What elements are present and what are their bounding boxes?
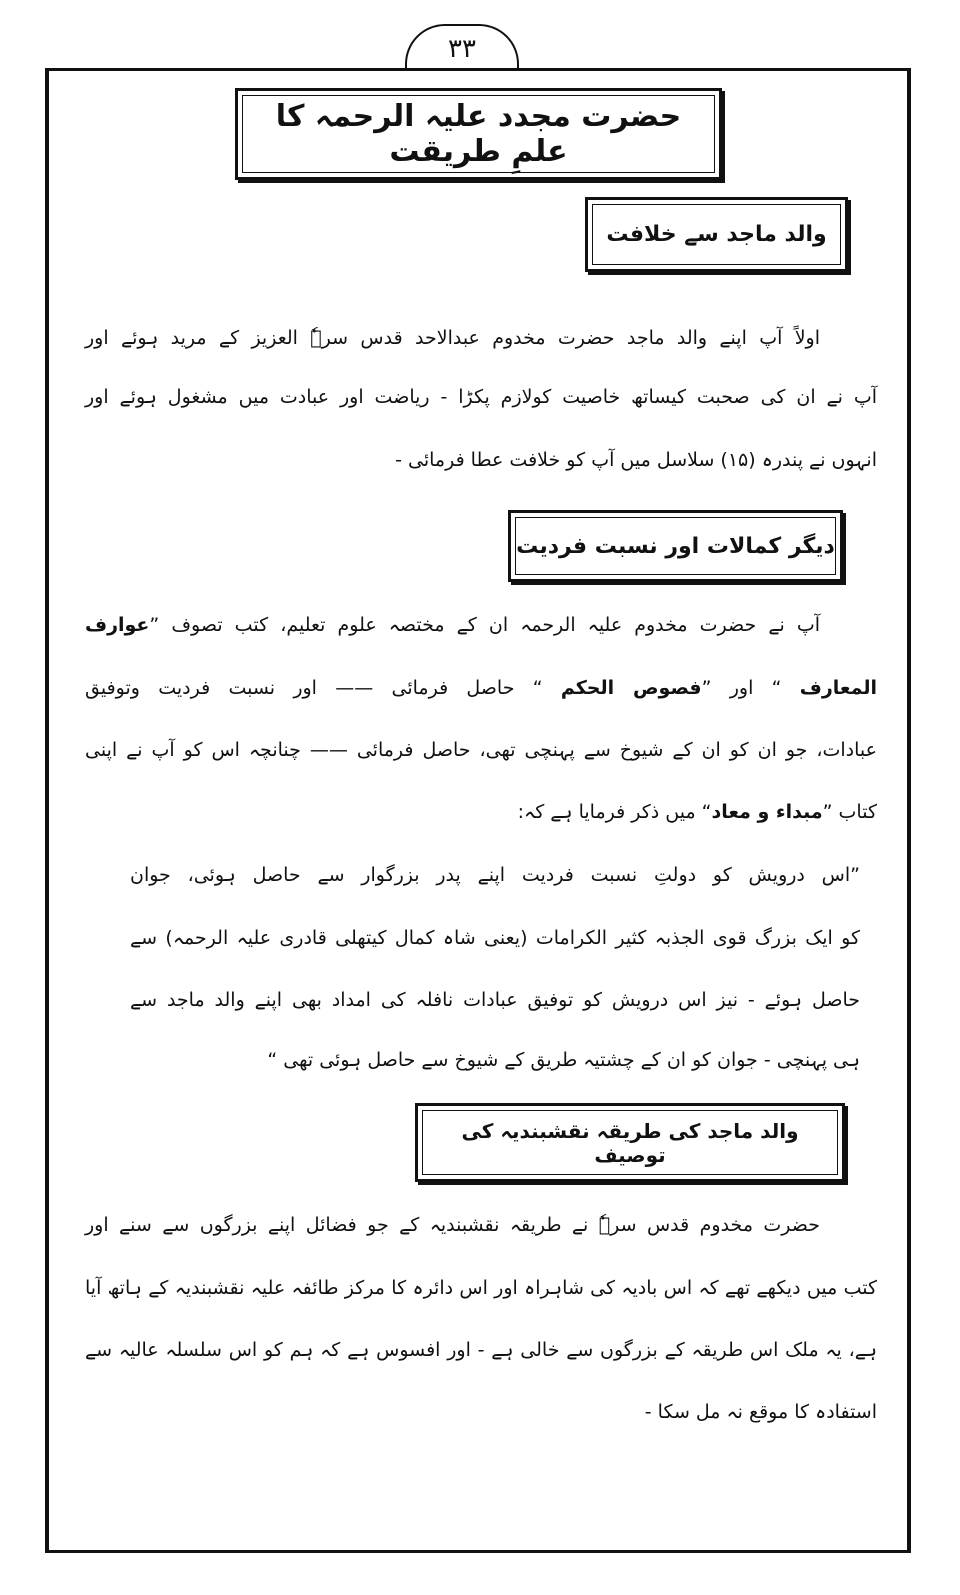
quote-line: کو ایک بزرگ قوی الجذبہ کثیر الکرامات (یعنی شاہ کمال کیتھلی قادری علیہ الرحمہ) سے [130, 927, 860, 949]
text-line [85, 440, 877, 480]
text-segment: “ حاصل فرمائی —— اور نسبت فردیت وتوفیق [85, 677, 561, 699]
text-line [85, 1392, 877, 1432]
quote-line: ہی پہنچی - جوان کو ان کے چشتیہ طریق کے شیوخ سے حاصل ہوئی تھی “ [267, 1049, 860, 1071]
section-heading: والد ماجد کی طریقہ نقشبندیہ کی توصیف [422, 1110, 838, 1175]
text-line [85, 730, 877, 770]
section-heading: والد ماجد سے خلافت [592, 204, 841, 265]
book-title: المعارف [799, 677, 878, 699]
chapter-title: حضرت مجدد علیہ الرحمہ کا علمِ طریقت [242, 95, 715, 173]
section-heading-box [415, 1103, 845, 1182]
text-segment: استفادہ کا موقع نہ مل سکا - [644, 1401, 877, 1423]
book-title: عوارف [85, 614, 150, 636]
text-segment: انہوں نے پندرہ (۱۵) سلاسل میں آپ کو خلافت عطا فرمائی - [395, 449, 877, 471]
text-line [85, 1330, 877, 1370]
text-segment: “ میں ذکر فرمایا ہے کہ: [517, 801, 712, 823]
section-heading: دیگر کمالات اور نسبت فردیت [515, 517, 836, 575]
book-title: مبداء و معاد [711, 801, 823, 823]
chapter-title-box [235, 88, 722, 180]
text-segment: آپ نے حضرت مخدوم علیہ الرحمہ ان کے مختصہ علوم تعلیم، کتب تصوف ” [149, 614, 820, 636]
text-line [85, 318, 820, 358]
text-segment: ہے، یہ ملک اس طریقہ کے بزرگوں سے خالی ہے - اور افسوس ہے کہ ہم کو اس سلسلہ عالیہ سے [85, 1339, 877, 1361]
text-segment: آپ نے ان کی صحبت کیساتھ خاصیت کولازم پکڑا - ریاضت اور عبادت میں مشغول ہوئے اور [85, 386, 877, 408]
text-segment: کتاب ” [822, 801, 877, 823]
section-heading-box [585, 197, 848, 272]
text-line [85, 1205, 820, 1245]
text-line [85, 605, 820, 645]
quote-line: ”اس درویش کو دولتِ نسبت فردیت اپنے پدر بزرگوار سے حاصل ہوئی، جوان [130, 864, 860, 886]
text-segment: اولاً آپ اپنے والد ماجد حضرت مخدوم عبدالاحد قدس سرہٗ العزیز کے مرید ہوئے اور [85, 327, 820, 349]
text-line [85, 377, 877, 417]
quote-line: حاصل ہوئے - نیز اس درویش کو توفیق عبادات نافلہ کی امداد بھی اپنے والد ماجد سے [130, 989, 860, 1011]
page-number: ۳۳ [405, 24, 519, 68]
text-segment: عبادات، جو ان کو ان کے شیوخ سے پہنچی تھی، حاصل فرمائی —— چنانچہ اس کو آپ نے اپنی [85, 739, 877, 761]
text-line [85, 1268, 877, 1308]
text-line [85, 668, 877, 708]
book-title: فصوص الحکم [560, 677, 702, 699]
text-segment: حضرت مخدوم قدس سرہٗ نے طریقہ نقشبندیہ کے جو فضائل اپنے بزرگوں سے سنے اور [85, 1214, 820, 1236]
section-heading-box [508, 510, 843, 582]
text-line [85, 792, 877, 832]
text-segment: “ اور ” [701, 677, 800, 699]
text-segment: کتب میں دیکھے تھے کہ اس بادیہ کی شاہراہ اور اس دائرہ کا مرکز طائفہ علیہ نقشبندیہ کے ہاتھ آیا [85, 1277, 877, 1299]
